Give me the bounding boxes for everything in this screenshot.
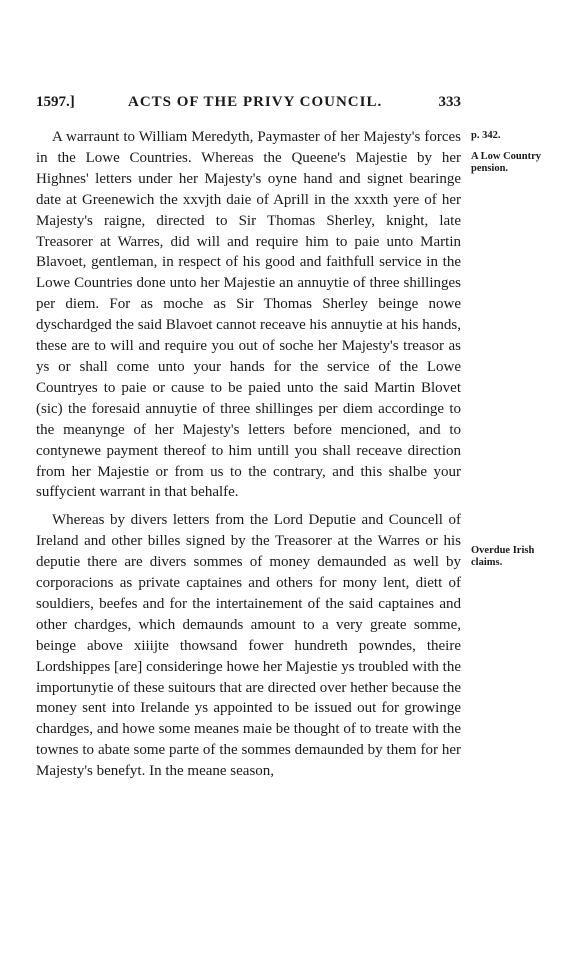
margin-note-overdue-irish-claims: Overdue Irish claims. [471,545,535,568]
running-head [36,94,461,116]
running-head-title: ACTS OF THE PRIVY COUNCIL. [128,94,383,110]
running-head-year: 1597.] [36,94,75,110]
body-text [36,127,461,782]
margin-page-reference: p. 342. [471,130,501,141]
paragraph-warrant-meredyth: A warraunt to William Meredyth, Paymaster of her Majesty's forces in the Lowe Countries. Whereas the Queene's Majestie by her Highnes' letters under her Majesty's oyne hand and signet bearinge date at Greenewich the xxvjth daie of Aprill in the xxxth yere of her Majesty's raigne, directed to Sir Thomas Sherley, knight, late Treasorer at Warres, did will and require him to paie unto Martin Blavoet, gentleman, in respect of his good and faithfull service in the Lowe Countries done unto her Majestie an annuytie of three shillinges per diem. For as moche as Sir Thomas Sherley beinge nowe dyschardged the said Blavoet cannot receave his annuytie at his hands, these are to will and require you out of soche her Majesty's treasor as ys or shall come unto your hands for the service of the Lowe Countryes to paie or cause to be paied unto the said Martin Blovet (sic) the foresaid annuytie of three shillinges per diem accordinge to the meanynge of her Majesty's letters before mencioned, and to contynewe payment thereof to him untill you shall receave direction from her Majestie or from us to the contrary, and this shalbe your suffycient warrant in that behalfe. [36,129,461,501]
margin-note-low-country-pension: A Low Country pension. [471,151,542,174]
paragraph-irish-claims: Whereas by divers letters from the Lord Deputie and Councell of Ireland and other billes signed by the Treasorer at the Warres or his deputie there are divers sommes of money demaunded as well by corporacions as private captaines and others for mony lent, diett of souldiers, beefes and for the intertainement of the said captaines and other chardges, which demaunds amount to a very greate somme, beinge above xiiijte thowsand fower hundreth powndes, theire Lordshippes [are] consideringe howe her Majestie ys troubled with the importunytie of these suitours that are directed over hether because the money sent into Irelande ys appointed to be issued out for growinge chardges, and howe some meanes maie be thought of to treate with the townes to abate some parte of the sommes demaunded by them for her Majesty's benefyt. In the meane season, [36,512,461,780]
page-number: 333 [438,94,461,110]
